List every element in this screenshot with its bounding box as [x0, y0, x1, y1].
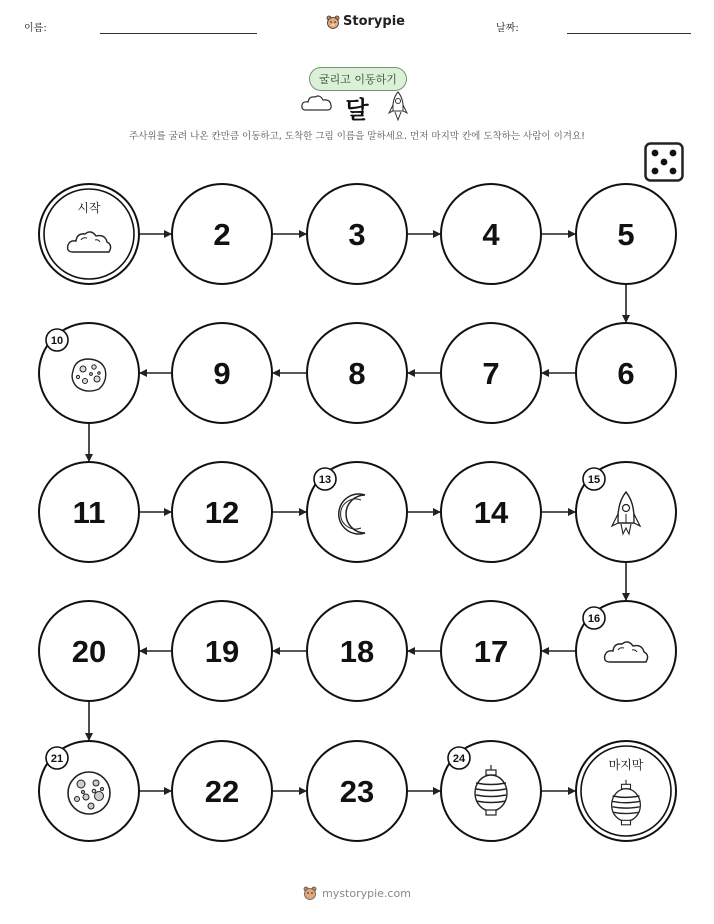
board-cell-1[interactable] — [39, 184, 139, 284]
cell-badge-number: 10 — [50, 335, 64, 347]
cell-badge-number: 13 — [318, 474, 332, 486]
cell-label: 마지막 — [608, 758, 644, 772]
cell-number: 9 — [213, 356, 231, 391]
board-cell-11[interactable] — [39, 462, 139, 562]
activity-tag: 굴리고 이동하기 — [309, 67, 407, 91]
board-cell-6[interactable] — [576, 323, 676, 423]
cell-label: 시작 — [77, 201, 101, 215]
cell-number: 17 — [473, 634, 509, 669]
cell-badge-number: 16 — [587, 613, 601, 625]
date-label: 날짜: — [496, 23, 519, 34]
board-cell-20[interactable] — [39, 601, 139, 701]
cell-number: 8 — [348, 356, 366, 391]
cell-number: 20 — [71, 634, 107, 669]
cell-number: 22 — [204, 774, 240, 809]
board-cell-9[interactable] — [172, 323, 272, 423]
cell-number: 2 — [213, 217, 231, 252]
cell-number: 23 — [339, 774, 375, 809]
cell-number: 14 — [473, 495, 509, 530]
board-cell-18[interactable] — [307, 601, 407, 701]
cell-number: 12 — [204, 495, 240, 530]
board-cell-5[interactable] — [576, 184, 676, 284]
board-cell-2[interactable] — [172, 184, 272, 284]
instructions: 주사위를 굴려 나온 칸만큼 이동하고, 도착한 그림 이름을 말하세요. 먼저 마지막 칸에 도착하는 사람이 이겨요! — [129, 131, 585, 142]
footer-site: mystorypie.com — [322, 886, 411, 900]
cell-number: 6 — [617, 356, 635, 391]
board-cell-10[interactable] — [39, 323, 139, 423]
footer — [0, 886, 714, 900]
cell-badge-number: 15 — [587, 474, 601, 486]
board-cell-23[interactable] — [307, 741, 407, 841]
board-cell-19[interactable] — [172, 601, 272, 701]
brand-name: Storypie — [343, 14, 405, 29]
board-cell-14[interactable] — [441, 462, 541, 562]
cell-number: 19 — [204, 634, 240, 669]
asteroid-icon — [72, 359, 106, 391]
board-cell-16[interactable] — [576, 601, 676, 701]
cell-badge-number: 21 — [50, 753, 64, 765]
board-cell-7[interactable] — [441, 323, 541, 423]
board-cell-21[interactable] — [39, 741, 139, 841]
cell-badge-number: 24 — [452, 753, 466, 765]
board-cell-13[interactable] — [307, 462, 407, 562]
board-cell-24[interactable] — [441, 741, 541, 841]
full-moon-icon — [68, 772, 110, 814]
bear-logo-icon — [303, 886, 317, 900]
cell-number: 11 — [72, 495, 106, 530]
board-cell-15[interactable] — [576, 462, 676, 562]
board-cell-12[interactable] — [172, 462, 272, 562]
board-cell-8[interactable] — [307, 323, 407, 423]
board-cell-3[interactable] — [307, 184, 407, 284]
cell-number: 4 — [482, 217, 500, 252]
page-title: 달 — [345, 96, 369, 124]
cell-number: 3 — [348, 217, 366, 252]
name-label: 이름: — [24, 23, 47, 34]
board-cell-17[interactable] — [441, 601, 541, 701]
cell-number: 18 — [339, 634, 375, 669]
board-cell-25[interactable] — [576, 741, 676, 841]
cell-number: 5 — [617, 217, 635, 252]
board-cell-4[interactable] — [441, 184, 541, 284]
cell-number: 7 — [482, 356, 500, 391]
board-cell-22[interactable] — [172, 741, 272, 841]
